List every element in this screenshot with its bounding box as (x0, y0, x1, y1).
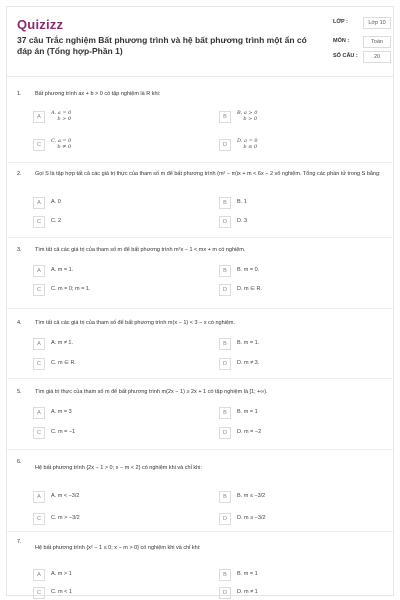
subject-value: Toán (363, 36, 391, 48)
grade-row (333, 17, 393, 36)
option-b[interactable] (219, 197, 369, 209)
grade-label: LỚP : (333, 19, 348, 25)
option-letter-box: A (33, 265, 45, 277)
option-letter-box: C (33, 427, 45, 439)
option-a[interactable] (33, 338, 183, 350)
worksheet-page (6, 6, 394, 596)
option-d[interactable] (219, 216, 369, 228)
option-text: D. m ≠ 1 (237, 589, 258, 595)
option-text: D. m ≥ −3/2 (237, 515, 266, 521)
option-a[interactable] (33, 111, 183, 123)
option-letter-box: D (219, 587, 231, 599)
option-b[interactable] (219, 111, 369, 123)
option-letter-box: B (219, 265, 231, 277)
option-text: A. m < −3/2 (51, 493, 80, 499)
question-text: Hệ bất phương trình {x² − 1 ≤ 0; x − m > 0} có nghiệm khi và chỉ khi: (35, 545, 201, 551)
option-a[interactable] (33, 407, 183, 419)
option-c[interactable] (33, 284, 183, 296)
option-text: D. a = 0 b ≤ 0 (237, 138, 258, 150)
option-letter-box: C (33, 587, 45, 599)
question-text: Gọi S là tập hợp tất cả các giá trị thực của tham số m để bất phương trình (m² − m)x + m < 6x − 2 vô nghiệm. Tổng các phần tử trong S bằng: (35, 171, 381, 177)
option-text: A. a = 0 b > 0 (51, 110, 72, 122)
subject-label: MÔN : (333, 38, 350, 44)
option-text: B. m = 1 (237, 571, 258, 577)
option-c[interactable] (33, 139, 183, 151)
question-text: Bất phương trình ax + b > 0 có tập nghiệm là R khi: (35, 91, 161, 97)
question-number: 2. (17, 171, 22, 177)
option-text: C. 2 (51, 218, 62, 224)
option-letter-box: C (33, 513, 45, 525)
option-text: B. m = 0. (237, 267, 260, 273)
count-label: SỐ CÂU : (333, 53, 358, 59)
question-number: 4. (17, 320, 22, 326)
option-d[interactable] (219, 284, 369, 296)
question-number: 5. (17, 389, 22, 395)
option-text: C. a = 0 b ≠ 0 (51, 138, 72, 150)
option-a[interactable] (33, 197, 183, 209)
option-d[interactable] (219, 427, 369, 439)
option-letter-box: C (33, 358, 45, 370)
option-letter-box: A (33, 491, 45, 503)
question-text: Tìm giá trị thực của tham số m để bất phương trình m(2x − 1) ≥ 2x + 1 có tập nghiệm là [1; +∞). (35, 389, 268, 395)
option-text: A. m > 1 (51, 571, 72, 577)
option-letter-box: A (33, 338, 45, 350)
worksheet-header (7, 7, 393, 77)
question-number: 1. (17, 91, 22, 97)
divider (7, 449, 393, 450)
option-text: C. m = 0; m = 1. (51, 286, 91, 292)
option-letter-box: C (33, 284, 45, 296)
option-b[interactable] (219, 265, 369, 277)
option-text: D. m ≠ 3. (237, 360, 260, 366)
option-d[interactable] (219, 513, 369, 525)
option-letter-box: B (219, 338, 231, 350)
option-text: A. m = 1. (51, 267, 74, 273)
option-c[interactable] (33, 513, 183, 525)
option-b[interactable] (219, 407, 369, 419)
count-value: 20 (363, 51, 391, 63)
option-c[interactable] (33, 358, 183, 370)
option-b[interactable] (219, 491, 369, 503)
option-a[interactable] (33, 569, 183, 581)
quizizz-logo: Quizizz (17, 17, 64, 32)
option-text: D. 3 (237, 218, 248, 224)
option-letter-box: B (219, 197, 231, 209)
question-text: Hệ bất phương trình {2x − 1 > 0; x − m < 2} có nghiệm khi và chỉ khi: (35, 465, 202, 471)
option-text: A. m ≠ 1. (51, 340, 73, 346)
option-a[interactable] (33, 491, 183, 503)
option-c[interactable] (33, 587, 183, 599)
question-number: 6. (17, 459, 22, 465)
option-letter-box: D (219, 358, 231, 370)
worksheet-title: 37 câu Trắc nghiệm Bất phương trình và hệ bất phương trình một ẩn có đáp án (Tổng hợp-Phần 1) (17, 35, 307, 56)
option-letter-box: B (219, 491, 231, 503)
question-number: 7. (17, 539, 22, 545)
option-text: B. m = 1 (237, 409, 258, 415)
worksheet-meta (333, 17, 393, 66)
divider (7, 378, 393, 379)
option-text: B. a > 0 b > 0 (237, 110, 258, 122)
option-letter-box: D (219, 513, 231, 525)
divider (7, 162, 393, 163)
option-text: C. m > −3/2 (51, 515, 80, 521)
option-text: B. m ≤ −3/2 (237, 493, 266, 499)
option-letter-box: A (33, 111, 45, 123)
option-text: B. 1 (237, 199, 247, 205)
option-text: C. m ∈ R. (51, 360, 76, 366)
option-letter-box: D (219, 427, 231, 439)
option-text: B. m = 1. (237, 340, 260, 346)
option-letter-box: A (33, 197, 45, 209)
question-text: Tìm tất cả các giá trị của tham số m để bất phương trình m²x − 1 < mx + m có nghiệm. (35, 247, 246, 253)
option-letter-box: B (219, 111, 231, 123)
option-letter-box: A (33, 407, 45, 419)
divider (7, 237, 393, 238)
option-text: C. m = −1 (51, 429, 76, 435)
option-b[interactable] (219, 569, 369, 581)
option-text: A. m = 3 (51, 409, 72, 415)
option-letter-box: C (33, 139, 45, 151)
option-letter-box: D (219, 216, 231, 228)
divider (7, 308, 393, 309)
count-row (333, 51, 393, 66)
option-letter-box: B (219, 407, 231, 419)
option-a[interactable] (33, 265, 183, 277)
option-text: D. m ∈ R. (237, 286, 262, 292)
divider (7, 531, 393, 532)
option-c[interactable] (33, 216, 183, 228)
option-text: C. m < 1 (51, 589, 72, 595)
subject-row (333, 36, 393, 51)
option-d[interactable] (219, 587, 369, 599)
question-number: 3. (17, 247, 22, 253)
option-letter-box: A (33, 569, 45, 581)
option-letter-box: D (219, 284, 231, 296)
option-text: A. 0 (51, 199, 61, 205)
option-letter-box: C (33, 216, 45, 228)
option-d[interactable] (219, 358, 369, 370)
grade-value: Lớp 10 (363, 17, 391, 29)
option-letter-box: B (219, 569, 231, 581)
option-b[interactable] (219, 338, 369, 350)
option-text: D. m = −2 (237, 429, 262, 435)
question-text: Tìm tất cả các giá trị của tham số để bất phương trình m(x − 1) < 3 − x có nghiệm. (35, 320, 236, 326)
option-c[interactable] (33, 427, 183, 439)
option-letter-box: D (219, 139, 231, 151)
option-d[interactable] (219, 139, 369, 151)
